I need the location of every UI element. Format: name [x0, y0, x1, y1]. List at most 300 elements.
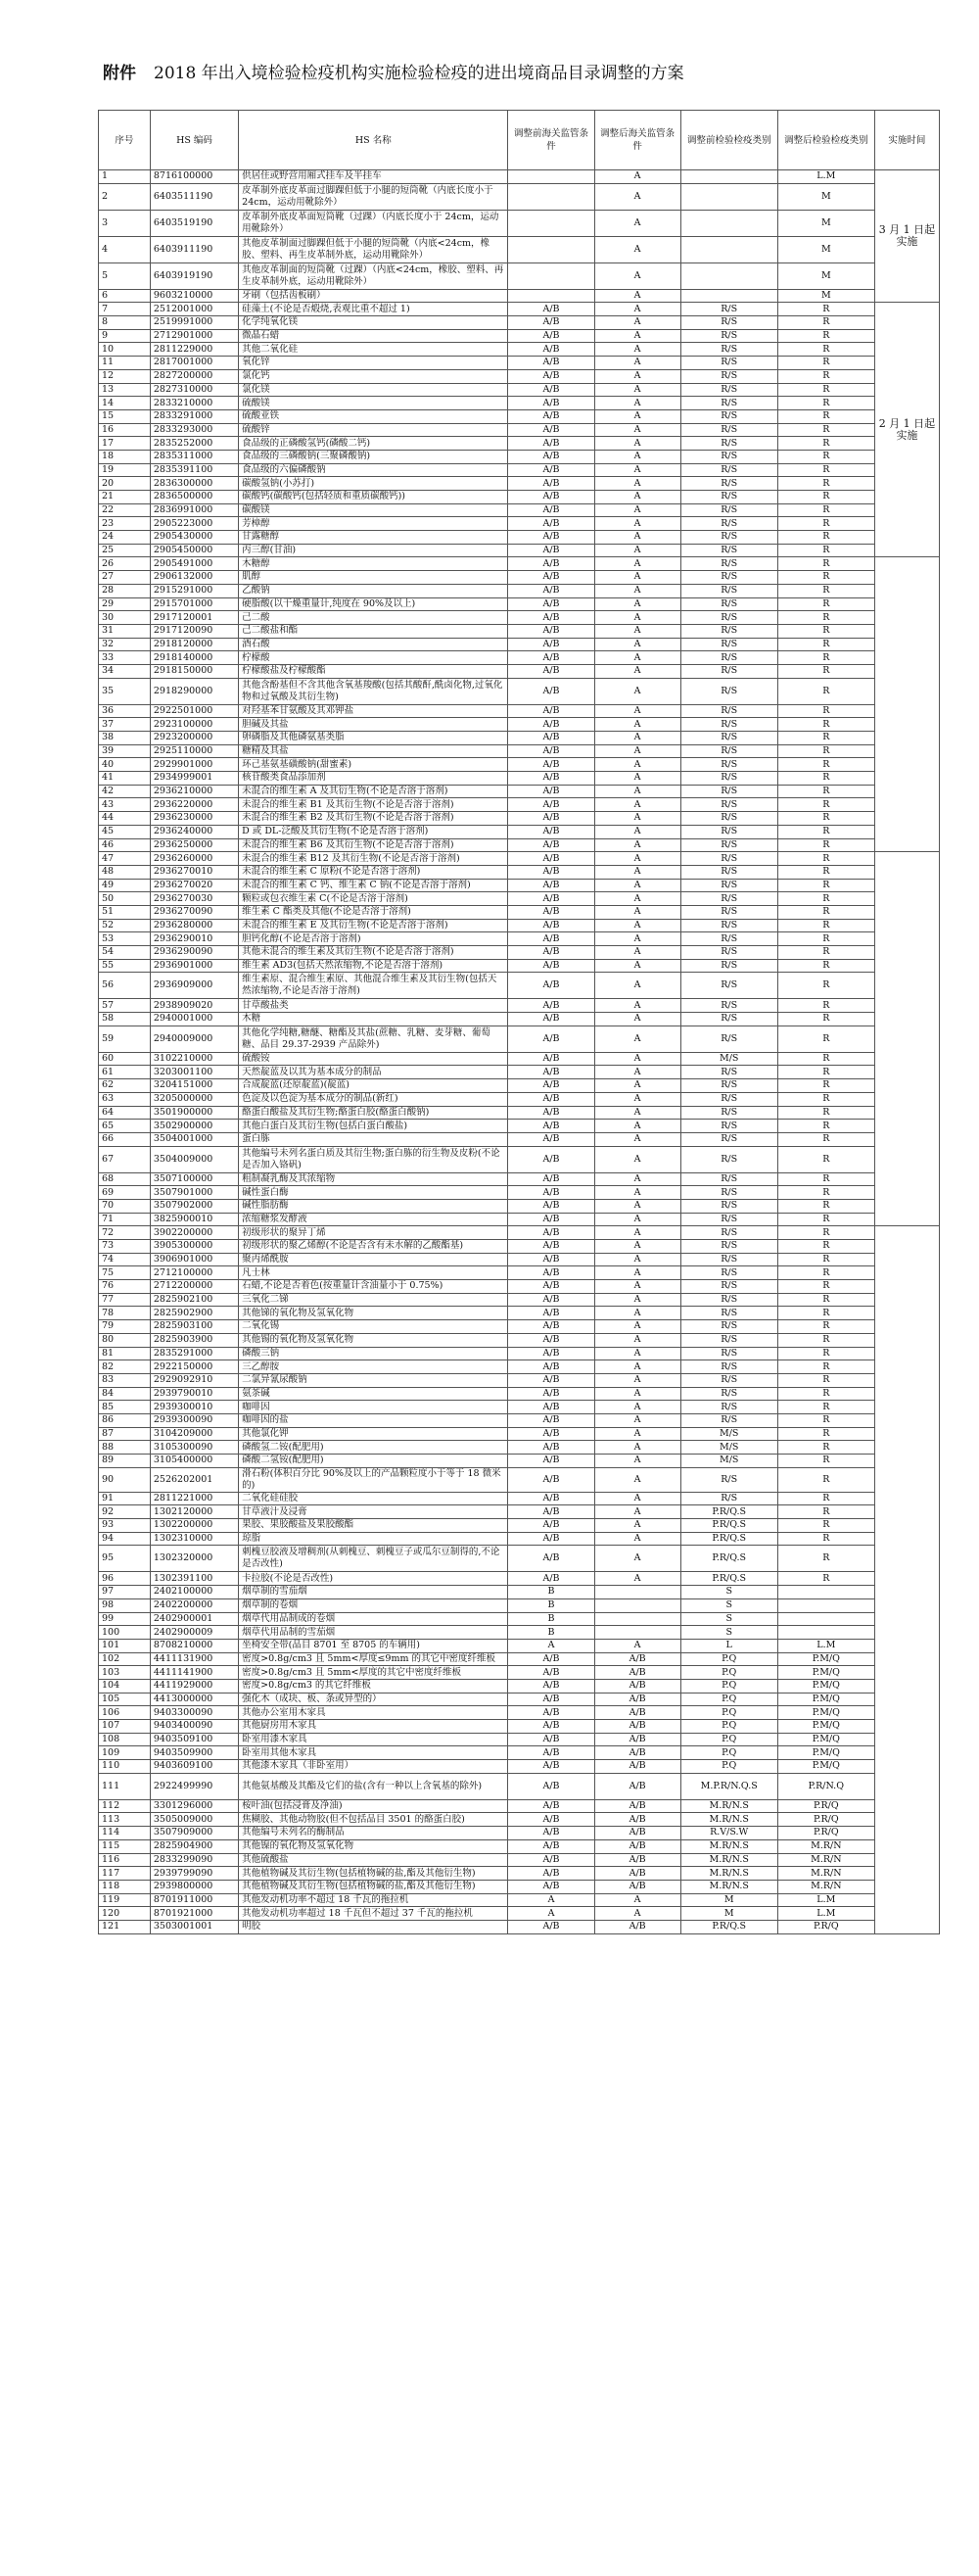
row-inspection-after: R — [777, 1519, 874, 1533]
table-row — [99, 1693, 940, 1706]
row-inspection-after: R — [777, 905, 874, 919]
row-hs-name: 维生素原、混合维生素原、其他混合维生素及其衍生物(包括天然浓缩物,不论是否溶于溶剂) — [239, 973, 508, 999]
row-hs-code: 2825904900 — [150, 1839, 238, 1853]
row-hs-code: 2402900001 — [150, 1612, 238, 1626]
row-inspection-before: R/S — [680, 1266, 777, 1280]
row-inspection-before: R/S — [680, 905, 777, 919]
row-hs-name: 微晶石蜡 — [239, 329, 508, 343]
row-inspection-before: P.Q — [680, 1706, 777, 1720]
row-seq: 87 — [99, 1427, 151, 1441]
row-hs-name: 未混合的维生素 C 钙、维生素 C 钠(不论是否溶于溶剂) — [239, 879, 508, 892]
row-inspection-after: L.M — [777, 1893, 874, 1907]
row-customs-before: A/B — [508, 491, 594, 504]
row-seq: 101 — [99, 1639, 151, 1652]
row-seq: 16 — [99, 423, 151, 437]
row-inspection-before: R/S — [680, 1307, 777, 1320]
row-inspection-after: R — [777, 1172, 874, 1186]
row-customs-after: A — [594, 1467, 680, 1492]
row-hs-code: 2936230000 — [150, 812, 238, 826]
table-row — [99, 611, 940, 625]
row-seq: 107 — [99, 1720, 151, 1734]
row-inspection-after: R — [777, 463, 874, 477]
row-inspection-before: R/S — [680, 1360, 777, 1374]
row-inspection-before: R/S — [680, 571, 777, 585]
row-hs-code: 2918120000 — [150, 638, 238, 651]
row-customs-before: A/B — [508, 838, 594, 852]
table-row — [99, 1492, 940, 1505]
row-inspection-after: R — [777, 1013, 874, 1026]
table-row — [99, 1813, 940, 1827]
table-row — [99, 517, 940, 531]
row-seq: 39 — [99, 744, 151, 758]
row-seq: 6 — [99, 289, 151, 303]
table-row — [99, 1186, 940, 1200]
row-inspection-before: M.R/N.S — [680, 1880, 777, 1893]
table-row — [99, 236, 940, 262]
row-hs-code: 4411141900 — [150, 1666, 238, 1680]
row-customs-after: A — [594, 825, 680, 838]
row-inspection-after: P.R/Q — [777, 1920, 874, 1933]
row-customs-after: A — [594, 905, 680, 919]
row-hs-code: 6403519190 — [150, 210, 238, 236]
row-seq: 80 — [99, 1333, 151, 1347]
row-hs-name: 芳樟醇 — [239, 517, 508, 531]
row-customs-after: A — [594, 289, 680, 303]
table-row — [99, 1920, 940, 1933]
row-seq: 35 — [99, 678, 151, 704]
row-customs-before — [508, 170, 594, 184]
row-hs-code: 2833299090 — [150, 1853, 238, 1867]
row-customs-before: A/B — [508, 1106, 594, 1120]
row-hs-name: 维生素 C 酯类及其他(不论是否溶于溶剂) — [239, 905, 508, 919]
row-inspection-after: R — [777, 1413, 874, 1427]
row-hs-name: 未混合的维生素 B2 及其衍生物(不论是否溶于溶剂) — [239, 812, 508, 826]
row-hs-name: 卧室用漆木家具 — [239, 1733, 508, 1746]
row-seq: 61 — [99, 1066, 151, 1079]
row-hs-name: 其他化学纯糖,糖醚、糖酯及其盐(蔗糖、乳糖、麦芽糖、葡萄糖、品目 29.37-2939 产品除外) — [239, 1026, 508, 1052]
table-row — [99, 946, 940, 960]
table-row — [99, 1146, 940, 1172]
row-customs-before: A/B — [508, 1387, 594, 1401]
row-inspection-after: R — [777, 1455, 874, 1468]
table-row — [99, 1586, 940, 1599]
row-customs-after: A — [594, 383, 680, 397]
row-hs-name: 天然靛蓝及以其为基本成分的制品 — [239, 1066, 508, 1079]
row-hs-name: 碳酸氢钠(小苏打) — [239, 477, 508, 491]
table-row — [99, 1880, 940, 1893]
row-inspection-before: R/S — [680, 316, 777, 330]
row-inspection-after: R — [777, 571, 874, 585]
table-row — [99, 1401, 940, 1414]
row-hs-name: 聚丙烯酰胺 — [239, 1253, 508, 1266]
row-customs-before: A/B — [508, 1467, 594, 1492]
row-inspection-before: R/S — [680, 758, 777, 772]
row-hs-name: 桉叶油(包括浸膏及净油) — [239, 1799, 508, 1813]
row-inspection-after: R — [777, 758, 874, 772]
row-seq: 112 — [99, 1799, 151, 1813]
row-hs-name: 三乙醇胺 — [239, 1360, 508, 1374]
row-seq: 5 — [99, 262, 151, 289]
row-seq: 111 — [99, 1773, 151, 1799]
row-inspection-before: P.Q — [680, 1720, 777, 1734]
table-row — [99, 1893, 940, 1907]
row-hs-code: 2940009000 — [150, 1026, 238, 1052]
row-inspection-after: R — [777, 1106, 874, 1120]
row-inspection-after: R — [777, 638, 874, 651]
row-hs-name: 食品级的正磷酸氢钙(磷酸二钙) — [239, 437, 508, 451]
row-customs-before: A/B — [508, 785, 594, 798]
table-row — [99, 852, 940, 866]
row-customs-after: A/B — [594, 1760, 680, 1774]
row-customs-after: A — [594, 732, 680, 745]
row-inspection-before: M.R/N.S — [680, 1813, 777, 1827]
row-seq: 3 — [99, 210, 151, 236]
row-hs-code: 2936270020 — [150, 879, 238, 892]
row-seq: 28 — [99, 584, 151, 597]
row-hs-code: 2835252000 — [150, 437, 238, 451]
table-row — [99, 999, 940, 1013]
row-customs-before: A/B — [508, 1052, 594, 1066]
table-row — [99, 1079, 940, 1093]
row-inspection-before: S — [680, 1586, 777, 1599]
row-inspection-before: R/S — [680, 825, 777, 838]
row-hs-code: 9403509100 — [150, 1733, 238, 1746]
row-inspection-before: R/S — [680, 1186, 777, 1200]
row-customs-before: A/B — [508, 597, 594, 611]
row-seq: 119 — [99, 1893, 151, 1907]
row-customs-before: A/B — [508, 437, 594, 451]
row-inspection-after: R — [777, 1347, 874, 1360]
row-hs-name: 丙三醇(甘油) — [239, 544, 508, 557]
row-inspection-before: R/S — [680, 383, 777, 397]
row-seq: 12 — [99, 369, 151, 383]
row-seq: 85 — [99, 1401, 151, 1414]
row-inspection-after: R — [777, 651, 874, 665]
row-customs-before: A/B — [508, 1693, 594, 1706]
row-customs-before: A/B — [508, 1455, 594, 1468]
row-inspection-before: P.Q — [680, 1693, 777, 1706]
row-customs-after: A — [594, 1079, 680, 1093]
row-customs-before: A/B — [508, 1572, 594, 1586]
row-customs-before: A/B — [508, 1401, 594, 1414]
row-seq: 38 — [99, 732, 151, 745]
row-customs-before: A/B — [508, 1293, 594, 1307]
row-inspection-after: M — [777, 210, 874, 236]
row-customs-after — [594, 1612, 680, 1626]
row-customs-after: A — [594, 423, 680, 437]
row-seq: 31 — [99, 624, 151, 638]
row-seq: 121 — [99, 1920, 151, 1933]
row-hs-code: 2936270010 — [150, 865, 238, 879]
row-seq: 71 — [99, 1213, 151, 1226]
row-hs-code: 2936210000 — [150, 785, 238, 798]
row-customs-after: A — [594, 1333, 680, 1347]
row-inspection-after: R — [777, 1052, 874, 1066]
row-inspection-after: R — [777, 852, 874, 866]
row-inspection-after: M — [777, 262, 874, 289]
row-customs-before — [508, 183, 594, 210]
table-row — [99, 1799, 940, 1813]
row-inspection-after: R — [777, 597, 874, 611]
table-row — [99, 1441, 940, 1455]
row-inspection-before: R/S — [680, 812, 777, 826]
row-implementation-time: 3 月 1 日起实施 — [874, 170, 939, 303]
row-hs-code: 3507901000 — [150, 1186, 238, 1200]
row-hs-code: 2833293000 — [150, 423, 238, 437]
row-customs-before: A/B — [508, 1666, 594, 1680]
row-seq: 25 — [99, 544, 151, 557]
row-customs-before: A/B — [508, 973, 594, 999]
row-inspection-before: R/S — [680, 798, 777, 812]
row-customs-before: A/B — [508, 718, 594, 732]
row-customs-after: A — [594, 236, 680, 262]
row-inspection-before: P.R/Q.S — [680, 1519, 777, 1533]
row-hs-code: 2836500000 — [150, 491, 238, 504]
row-customs-before: A/B — [508, 383, 594, 397]
row-seq: 47 — [99, 852, 151, 866]
table-row — [99, 1172, 940, 1186]
row-inspection-after: R — [777, 343, 874, 357]
row-customs-after: A/B — [594, 1867, 680, 1881]
row-inspection-after: R — [777, 678, 874, 704]
row-hs-code: 2825902100 — [150, 1293, 238, 1307]
table-row — [99, 1907, 940, 1921]
table-row — [99, 1132, 940, 1146]
row-customs-after: A — [594, 758, 680, 772]
row-hs-code: 3902200000 — [150, 1226, 238, 1240]
row-hs-name: 硬脂酸(以干燥重量计,纯度在 90%及以上) — [239, 597, 508, 611]
row-customs-before: B — [508, 1586, 594, 1599]
row-seq: 48 — [99, 865, 151, 879]
row-inspection-after: R — [777, 624, 874, 638]
table-row — [99, 919, 940, 932]
table-row — [99, 357, 940, 370]
row-inspection-before: R/S — [680, 1467, 777, 1492]
row-inspection-before: R/S — [680, 1199, 777, 1213]
row-customs-before: A/B — [508, 1532, 594, 1546]
row-inspection-before: P.R/Q.S — [680, 1920, 777, 1933]
row-seq: 82 — [99, 1360, 151, 1374]
table-row — [99, 289, 940, 303]
row-customs-before: A/B — [508, 1253, 594, 1266]
row-seq: 4 — [99, 236, 151, 262]
row-inspection-after: P.M/Q — [777, 1760, 874, 1774]
table-row — [99, 491, 940, 504]
row-inspection-before: R/S — [680, 584, 777, 597]
table-row — [99, 892, 940, 906]
row-seq: 58 — [99, 1013, 151, 1026]
row-inspection-before: R/S — [680, 1120, 777, 1133]
row-inspection-before: R/S — [680, 1213, 777, 1226]
document-title: 2018 年出入境检验检疫机构实施检验检疫的进出境商品目录调整的方案 — [154, 64, 684, 83]
row-hs-code: 2929092910 — [150, 1373, 238, 1387]
row-seq: 102 — [99, 1652, 151, 1666]
row-customs-before: A/B — [508, 1799, 594, 1813]
table-row — [99, 1867, 940, 1881]
row-inspection-after: P.M/Q — [777, 1679, 874, 1693]
row-hs-name: 焦糊胶、其他动物胶(但不包括品目 3501 的酪蛋白胶) — [239, 1813, 508, 1827]
row-inspection-after: R — [777, 1532, 874, 1546]
table-row — [99, 1733, 940, 1746]
row-hs-name: 其他植物碱及其衍生物(包括植物碱的盐,酯及其他衍生物) — [239, 1867, 508, 1881]
row-customs-after: A/B — [594, 1652, 680, 1666]
row-customs-after: A/B — [594, 1813, 680, 1827]
row-hs-code: 2835391100 — [150, 463, 238, 477]
row-seq: 53 — [99, 932, 151, 946]
row-customs-after: A — [594, 865, 680, 879]
table-row — [99, 1066, 940, 1079]
table-row — [99, 1720, 940, 1734]
row-seq: 65 — [99, 1120, 151, 1133]
row-customs-before: A/B — [508, 1839, 594, 1853]
row-customs-after: A — [594, 329, 680, 343]
row-seq: 77 — [99, 1293, 151, 1307]
row-inspection-before: P.R/Q.S — [680, 1505, 777, 1519]
row-inspection-after: R — [777, 303, 874, 316]
row-customs-after: A — [594, 1441, 680, 1455]
row-customs-before: A/B — [508, 303, 594, 316]
table-row — [99, 437, 940, 451]
row-customs-after: A/B — [594, 1920, 680, 1933]
row-inspection-before: R/S — [680, 1373, 777, 1387]
row-customs-after: A — [594, 369, 680, 383]
row-customs-after: A/B — [594, 1773, 680, 1799]
row-hs-code: 3104209000 — [150, 1427, 238, 1441]
table-row — [99, 1240, 940, 1254]
table-row — [99, 450, 940, 463]
row-inspection-after: R — [777, 1572, 874, 1586]
row-hs-name: 密度>0.8g/cm3 的其它纤维板 — [239, 1679, 508, 1693]
row-inspection-after: R — [777, 1505, 874, 1519]
row-inspection-after: R — [777, 423, 874, 437]
row-seq: 27 — [99, 571, 151, 585]
table-row — [99, 1666, 940, 1680]
row-hs-code: 3105400000 — [150, 1455, 238, 1468]
table-row — [99, 531, 940, 545]
table-row — [99, 1505, 940, 1519]
row-seq: 100 — [99, 1626, 151, 1640]
row-inspection-before: R/S — [680, 357, 777, 370]
row-customs-before: A/B — [508, 1347, 594, 1360]
row-customs-after: A — [594, 1253, 680, 1266]
row-inspection-after: R — [777, 1467, 874, 1492]
table-row — [99, 744, 940, 758]
table-row — [99, 1120, 940, 1133]
row-inspection-after: P.M/Q — [777, 1746, 874, 1760]
row-hs-name: 二氯异氰尿酸钠 — [239, 1373, 508, 1387]
table-row — [99, 1652, 940, 1666]
row-inspection-after: R — [777, 718, 874, 732]
row-customs-before: A/B — [508, 1760, 594, 1774]
row-customs-after: A — [594, 946, 680, 960]
row-inspection-after: P.M/Q — [777, 1693, 874, 1706]
row-customs-before: A/B — [508, 798, 594, 812]
row-hs-name: 硫酸镁 — [239, 397, 508, 410]
table-row — [99, 383, 940, 397]
row-seq: 79 — [99, 1320, 151, 1334]
row-customs-before: A/B — [508, 1652, 594, 1666]
row-inspection-before: R/S — [680, 597, 777, 611]
row-inspection-before: P.Q — [680, 1652, 777, 1666]
row-seq: 34 — [99, 664, 151, 678]
row-customs-after: A — [594, 557, 680, 571]
row-inspection-after: R — [777, 369, 874, 383]
row-seq: 36 — [99, 704, 151, 718]
row-hs-code: 3825900010 — [150, 1213, 238, 1226]
row-customs-before: A/B — [508, 905, 594, 919]
row-customs-before: B — [508, 1612, 594, 1626]
row-hs-code: 2936280000 — [150, 919, 238, 932]
row-customs-before: A/B — [508, 1813, 594, 1827]
table-row — [99, 1387, 940, 1401]
row-inspection-before: M.R/N.S — [680, 1839, 777, 1853]
table-row — [99, 1427, 940, 1441]
table-row — [99, 544, 940, 557]
row-customs-after: A — [594, 170, 680, 184]
row-inspection-before: R/S — [680, 678, 777, 704]
row-hs-name: 其他漆木家具（非卧室用） — [239, 1760, 508, 1774]
row-customs-before: A/B — [508, 1146, 594, 1172]
row-hs-code: 3503001001 — [150, 1920, 238, 1933]
row-customs-after: A — [594, 584, 680, 597]
row-inspection-after: R — [777, 584, 874, 597]
row-customs-after: A — [594, 959, 680, 973]
table-row — [99, 1199, 940, 1213]
table-row — [99, 1293, 940, 1307]
row-hs-code: 2905223000 — [150, 517, 238, 531]
row-inspection-before: R/S — [680, 1293, 777, 1307]
row-inspection-after: R — [777, 892, 874, 906]
row-hs-code: 2827310000 — [150, 383, 238, 397]
row-inspection-after: M — [777, 289, 874, 303]
row-hs-code: 3301296000 — [150, 1799, 238, 1813]
row-customs-after: A — [594, 1172, 680, 1186]
row-inspection-after: R — [777, 1092, 874, 1106]
row-hs-name: 己二酸盐和酯 — [239, 624, 508, 638]
row-inspection-after: L.M — [777, 170, 874, 184]
row-seq: 68 — [99, 1172, 151, 1186]
row-seq: 103 — [99, 1666, 151, 1680]
row-inspection-after: R — [777, 744, 874, 758]
row-hs-code: 2905450000 — [150, 544, 238, 557]
row-hs-code: 4411131900 — [150, 1652, 238, 1666]
row-seq: 108 — [99, 1733, 151, 1746]
row-seq: 69 — [99, 1186, 151, 1200]
row-hs-name: 坐椅安全带(品目 8701 至 8705 的车辆用) — [239, 1639, 508, 1652]
row-inspection-before: R/S — [680, 1146, 777, 1172]
row-inspection-after: P.R/Q — [777, 1827, 874, 1840]
row-customs-after: A — [594, 597, 680, 611]
row-seq: 23 — [99, 517, 151, 531]
row-hs-name: 其他锡的氧化物及氢氧化物 — [239, 1333, 508, 1347]
row-hs-name: 其他二氧化硅 — [239, 343, 508, 357]
row-hs-code: 3204151000 — [150, 1079, 238, 1093]
row-hs-name: 初级形状的聚乙烯醇(不论是否含有未水解的乙酸酯基) — [239, 1240, 508, 1254]
table-row — [99, 812, 940, 826]
header-inspection-after: 调整后检验检疫类别 — [777, 111, 874, 170]
row-customs-after: A — [594, 409, 680, 423]
table-row — [99, 423, 940, 437]
row-inspection-before: P.Q — [680, 1733, 777, 1746]
row-customs-after: A — [594, 919, 680, 932]
row-customs-after: A — [594, 1546, 680, 1572]
row-inspection-after: R — [777, 1441, 874, 1455]
table-row — [99, 624, 940, 638]
row-inspection-before: P.R/Q.S — [680, 1532, 777, 1546]
row-hs-name: 粗制凝乳酶及其浓缩物 — [239, 1172, 508, 1186]
row-customs-after: A — [594, 718, 680, 732]
table-row — [99, 838, 940, 852]
